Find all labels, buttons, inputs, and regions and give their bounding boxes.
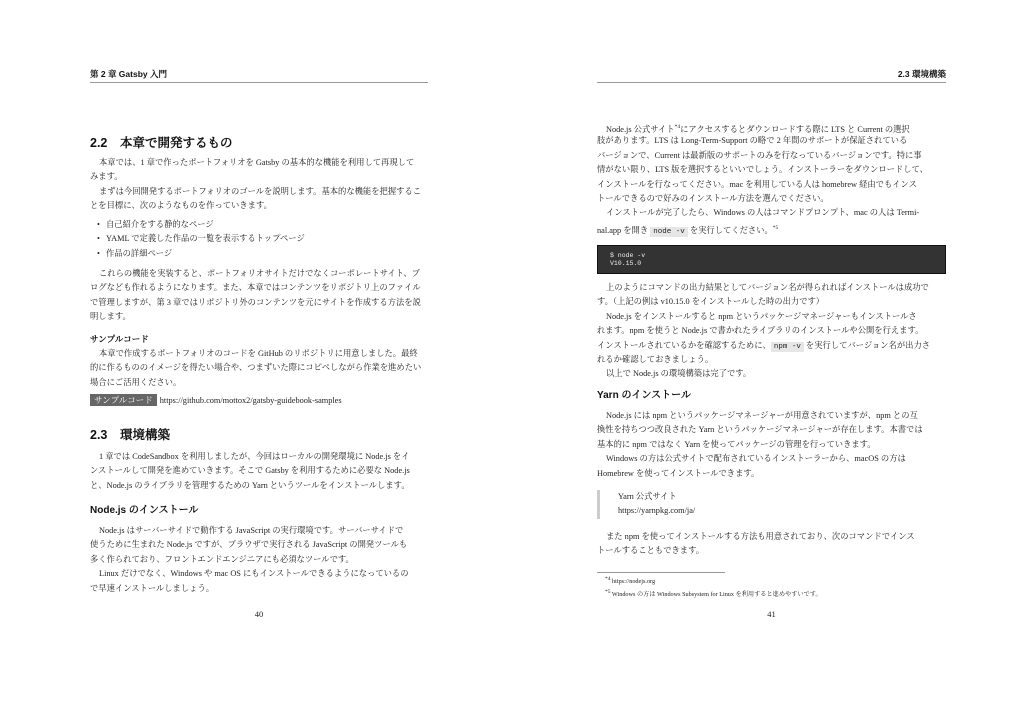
footnote-ref[interactable]: *5	[772, 224, 779, 231]
section-number: 2.3	[90, 428, 108, 442]
sample-code-url[interactable]: https://github.com/mottox2/gatsby-guidebook-samples	[159, 396, 342, 405]
quote-url[interactable]: https://yarnpkg.com/ja/	[618, 506, 696, 516]
text-line: 使うために生まれた Node.js ですが、ブラウザで実行される JavaScript の開発ツールも	[90, 540, 408, 550]
text-line: Windows の方は公式サイトで配布されているインストーラーから、macOS の方は	[606, 454, 906, 464]
sample-code-link-row	[90, 392, 428, 409]
text-line: れます。npm を使うと Node.js で書かれたライブラリのインストールや公開を行えます。	[597, 326, 924, 336]
footnote	[597, 587, 946, 600]
text-line: 本章で作成するポートフォリオのコードを GitHub のリポジトリに用意しました。最終	[99, 349, 418, 358]
nodejs-install-heading: Node.js のインストール	[90, 505, 199, 516]
sample-code-heading: サンプルコード	[90, 334, 149, 344]
right-page	[597, 0, 946, 724]
text-line: 本章では、1 章で作ったポートフォリオを Gatsby の基本的な機能を利用して再現して	[99, 158, 415, 167]
text-line: 肢があります。LTS は Long-Term-Support の略で 2 年間のサポートが保証されている	[597, 136, 908, 146]
list-item-text: 自己紹介をする静的なページ	[106, 220, 214, 229]
list-item-text: 作品の詳細ページ	[106, 248, 173, 258]
section-heading-2-2	[90, 134, 428, 152]
section-title: 本章で開発するもの	[120, 136, 233, 150]
text-line	[597, 221, 946, 235]
bullet-icon: •	[97, 220, 100, 229]
text-line: とを目標に、次のようなものを作っていきます。	[90, 201, 272, 211]
text-line: す。（上記の例は v10.15.0 をインストールした時の出力です）	[597, 297, 825, 307]
footnotes	[597, 574, 946, 600]
text-line: Homebrew を使ってインストールできます。	[597, 468, 760, 478]
text-line: インストールを行なってください。mac を利用している人は homebrew 経由でもインス	[597, 179, 917, 189]
text-line: バージョンで、Current は最新版のサポートのみを行なっているバージョンです。特に事	[597, 150, 922, 160]
footnote-divider	[597, 572, 725, 573]
text-line: 場合にご活用ください。	[90, 377, 182, 387]
bullet-icon: •	[97, 248, 100, 258]
paragraph	[597, 409, 946, 481]
quote-title: Yarn 公式サイト	[618, 492, 677, 501]
code-line: $ node -v	[610, 252, 646, 259]
sample-code-badge: サンプルコード	[90, 394, 157, 406]
inline-code: node -v	[650, 227, 688, 237]
text-segment: を実行してバージョン名が出力さ	[803, 340, 931, 350]
text-line: れるか確認しておきましょう。	[597, 354, 714, 364]
paragraph	[90, 347, 428, 390]
text-line: トールできるので好みのインストール方法を選んでください。	[597, 193, 829, 203]
text-line	[597, 120, 946, 134]
list-item	[97, 247, 428, 261]
text-line: ログなども作れるようになります。また、本章ではコンテンツをリポジトリ上のファイル	[90, 283, 421, 293]
text-line: また npm を使ってインストールする方法も用意されており、次のコマンドでインス	[606, 532, 915, 541]
list-item	[97, 218, 428, 232]
text-line: 以上で Node.js の環境構築は完了です。	[606, 369, 752, 379]
text-line: まずは今回開発するポートフォリオのゴールを説明します。基本的な機能を把握するこ	[99, 186, 422, 196]
text-line: 上のようにコマンドの出力結果としてバージョン名が得られればインストールは成功で	[606, 283, 929, 292]
text-segment: Node.js 公式サイト	[606, 124, 675, 134]
paragraph	[597, 530, 946, 559]
text-line: 多く作られており、フロントエンドエンジニアにも必須なツールです。	[90, 554, 354, 564]
footnote	[597, 574, 946, 587]
running-header: 2.3 環境構築	[597, 68, 946, 83]
footnote-mark: *5	[605, 589, 611, 596]
paragraph	[597, 281, 946, 382]
text-line: 明します。	[90, 312, 131, 322]
section-heading-2-3	[90, 426, 428, 444]
section-number: 2.2	[90, 136, 108, 150]
blockquote-yarn-site	[597, 490, 946, 519]
text-line: Node.js はサーバーサイドで動作する JavaScript の実行環境です。サーバーサイドで	[99, 526, 404, 535]
text-line: と、Node.js のライブラリを管理するための Yarn というツールをインストールします。	[90, 480, 410, 490]
page-number: 41	[767, 609, 776, 619]
code-block	[597, 245, 946, 274]
paragraph	[597, 120, 946, 235]
text-line: で早速インストールしましょう。	[90, 583, 215, 593]
text-line: 換性を持ちつつ改良された Yarn というパッケージマネージャーが存在します。本書では	[597, 425, 923, 435]
code-line: V10.15.0	[610, 260, 642, 267]
paragraph	[90, 450, 428, 493]
feature-list	[90, 218, 428, 261]
text-line: で管理しますが、第 3 章ではリポジトリ外のコンテンツを元にサイトを作成する方法を説	[90, 297, 421, 307]
text-line: Linux だけでなく、Windows や mac OS にもインストールできるようになっているの	[99, 569, 409, 579]
text-line: みます。	[90, 172, 123, 182]
text-line: これらの機能を実装すると、ポートフォリオサイトだけでなくコーポレートサイト、ブ	[99, 269, 420, 278]
paragraph	[90, 156, 428, 214]
text-line: Node.js をインストールすると npm というパッケージマネージャーもインストールさ	[606, 311, 917, 321]
text-line: Node.js には npm というパッケージマネージャーが用意されていますが、npm との互	[606, 411, 918, 420]
footnote-text: https://nodejs.org	[610, 578, 656, 586]
text-line: 情がない限り、LTS 版を選択するといいでしょう。インストーラーをダウンロードして、	[597, 165, 928, 175]
text-line: ンストールして開発を進めていきます。そこで Gatsby を利用するために必要な Node.js	[90, 466, 410, 476]
footnote-text: Windows の方は Windows Subsystem for Linux を利用すると進めやすいです。	[610, 591, 822, 599]
footnote-ref[interactable]: *4	[674, 124, 681, 130]
bullet-icon: •	[97, 234, 100, 244]
section-title: 環境構築	[120, 428, 171, 442]
list-item	[97, 232, 428, 246]
yarn-install-heading: Yarn のインストール	[597, 390, 691, 401]
left-page	[90, 0, 428, 724]
inline-code: npm -v	[771, 342, 804, 352]
text-line	[597, 339, 946, 353]
text-segment: にアクセスするとダウンロードする際に LTS と Current の選択	[680, 124, 910, 134]
text-line: インストールが完了したら、Windows の人はコマンドプロンプト、mac の人は Termi-	[606, 208, 920, 218]
page-number: 40	[254, 609, 264, 619]
text-line: 1 章では CodeSandbox を利用しましたが、今回はローカルの開発環境に Node.js をイ	[99, 452, 410, 461]
list-item-text: YAML で定義した作品の一覧を表示するトップページ	[106, 234, 305, 244]
running-header: 第 2 章 Gatsby 入門	[90, 68, 428, 83]
text-line: トールすることもできます。	[597, 546, 705, 556]
text-line: 基本的に npm ではなく Yarn を使ってパッケージの管理を行っていきます。	[597, 439, 876, 449]
text-line: 的に作るもののイメージを得たい場合や、つまずいた際にコピペしながら作業を進めたい	[90, 363, 422, 373]
text-segment: を実行してください。	[687, 225, 773, 235]
text-segment: nal.app を開き	[597, 225, 651, 235]
paragraph	[90, 267, 428, 325]
text-segment: インストールされているかを確認するために、	[597, 340, 771, 350]
footnote-mark: *4	[605, 576, 611, 582]
paragraph	[90, 524, 428, 596]
